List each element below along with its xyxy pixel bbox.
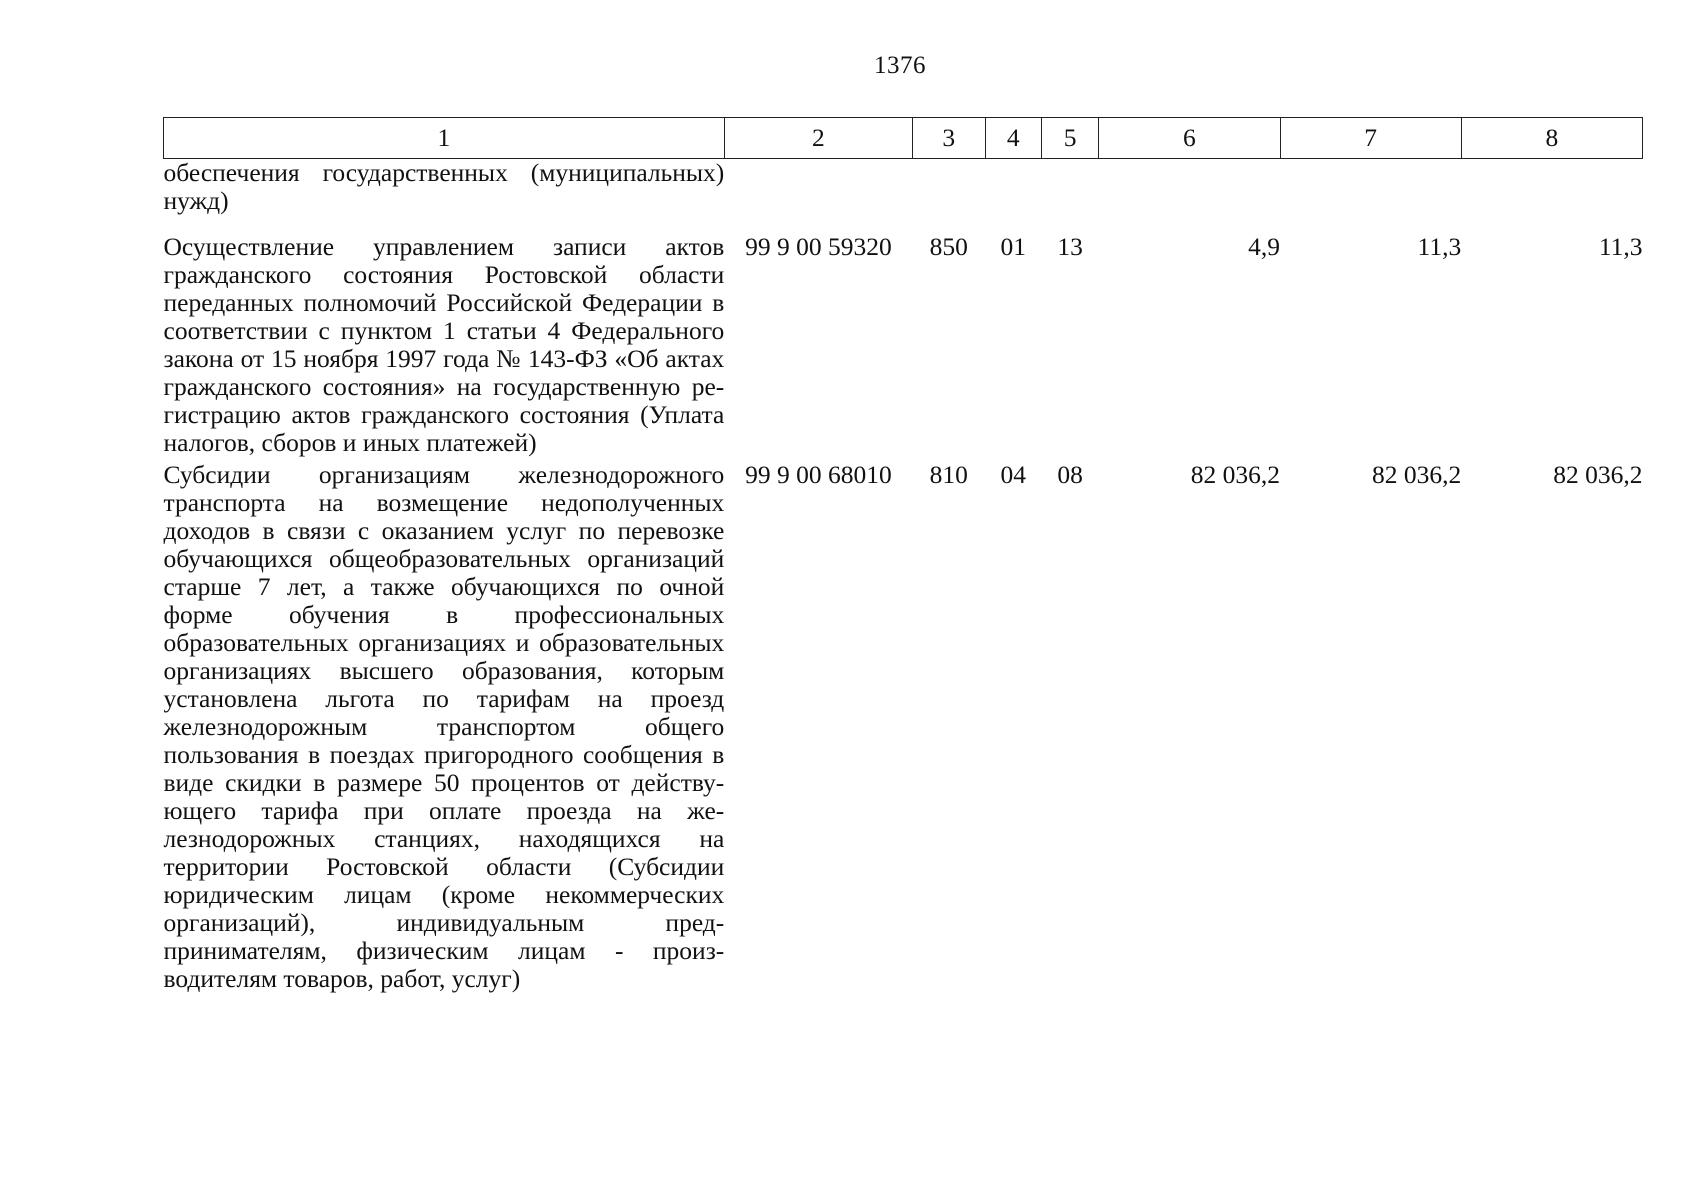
subsection-code: 13 (1057, 232, 1083, 261)
column-header: 6 (1099, 118, 1280, 159)
amount-col8: 11,3 (1598, 232, 1643, 261)
table-header-row (164, 118, 1643, 159)
column-header: 1 (164, 118, 725, 159)
column-header: 3 (913, 118, 985, 159)
subsection-code: 08 (1057, 460, 1083, 489)
section-code: 01 (1000, 232, 1026, 261)
target-article-code (724, 159, 912, 230)
amount-col7: 11,3 (1417, 232, 1462, 261)
expense-type-code: 810 (929, 460, 968, 489)
column-header: 8 (1461, 118, 1642, 159)
amount-col6 (1099, 159, 1280, 230)
subsection-code (1041, 159, 1098, 230)
section-code (985, 159, 1041, 230)
amount-col8 (1461, 159, 1642, 230)
row-description: Субсидии организациям железнодорожного транспорта на возмещение недополученных доходов в связи с оказанием услуг по перевозке обучающихся общеобразовательных организаций старше 7 лет, а также обучающихся по очной форме обучения в профессиональных образовательных организациях и образовательных организациях высшего образования, которым установлена льгота по тарифам на проезд железнодорожным транспортом общего пользования в поездах пригородного сообщения в виде скидки в размере 50 процентов от действующего тарифа при оплате проезда на железнодорожных станциях, находящихся на территории Ростовской области (Субсидии юридическим лицам (кроме некоммерческих организаций), индивидуальным предпринимателям, физическим лицам - производителям товаров, работ, услуг) (163, 460, 725, 993)
column-header: 2 (724, 118, 912, 159)
column-header: 7 (1280, 118, 1461, 159)
section-code: 04 (1000, 460, 1026, 489)
page-number: 1376 (874, 52, 926, 79)
amount-col7: 82 036,2 (1371, 460, 1462, 489)
amount-col8: 82 036,2 (1553, 460, 1643, 489)
amount-col7 (1280, 159, 1461, 230)
row-description: Осуществление управлением записи актов гражданского состояния Ростовской области переданных полномочий Российской Федерации в соответствии с пунктом 1 статьи 4 Федерального закона от 15 ноября 1997 года № 143-ФЗ «Об актах гражданского состояния» на государственную регистрацию актов гражданского состояния (Уплата налогов, сборов и иных платежей) (163, 232, 725, 457)
expense-type-code (913, 159, 985, 230)
column-header: 4 (985, 118, 1041, 159)
budget-table (163, 117, 1643, 993)
row-description: обеспечения государственных (муниципальных) нужд) (163, 158, 725, 215)
column-header: 5 (1041, 118, 1098, 159)
table-row (164, 159, 1643, 230)
amount-col6: 82 036,2 (1190, 460, 1280, 489)
target-article-code: 99 9 00 68010 (745, 460, 892, 489)
target-article-code: 99 9 00 59320 (745, 232, 892, 261)
table-row (164, 457, 1643, 993)
expense-type-code: 850 (929, 232, 968, 261)
amount-col6: 4,9 (1248, 232, 1280, 261)
table-row (164, 229, 1643, 457)
